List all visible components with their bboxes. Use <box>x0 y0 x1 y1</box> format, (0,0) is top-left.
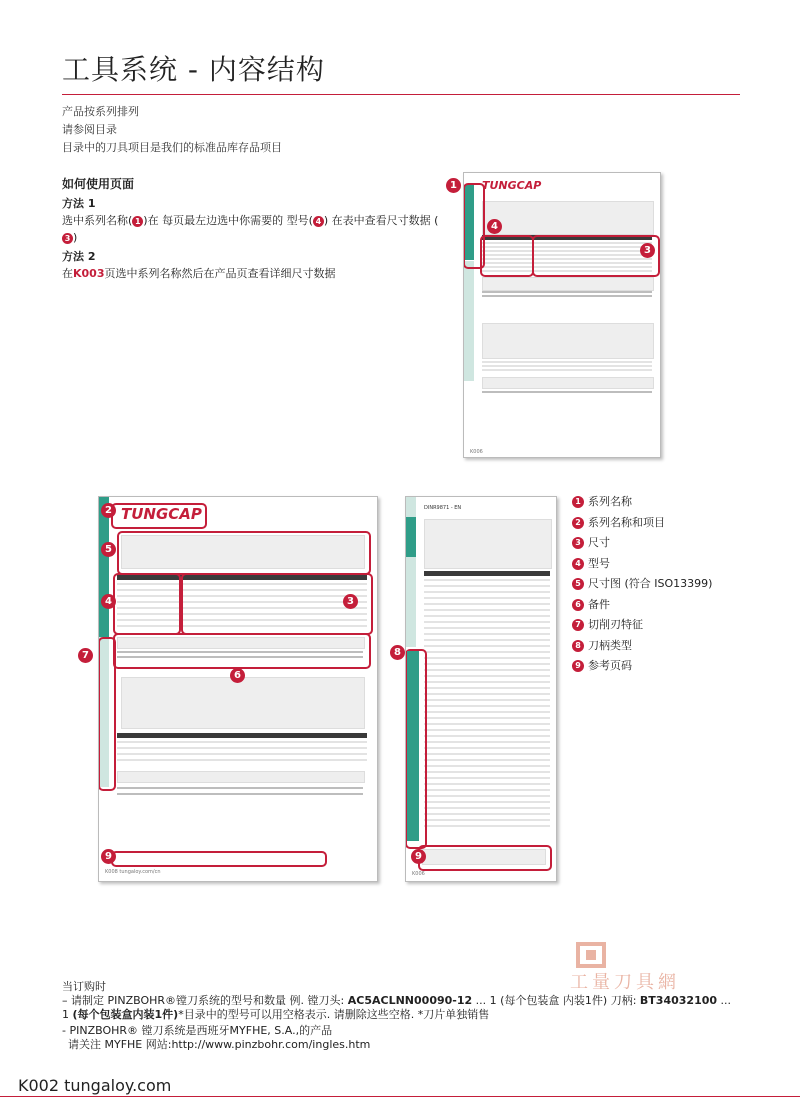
table-row <box>424 687 550 689</box>
intro-text <box>62 103 282 157</box>
table-row <box>424 819 550 821</box>
ordering-line3: - PINZBOHR® 镗刀系统是西班牙MYFHE, S.A.,的产品 <box>62 1024 333 1037</box>
highlight-model <box>480 235 534 277</box>
table-row <box>117 651 363 653</box>
table-row <box>424 615 550 617</box>
table-row <box>424 711 550 713</box>
table-header <box>424 571 550 576</box>
table-row <box>482 291 652 293</box>
page-footer <box>18 1076 171 1095</box>
table-row <box>424 735 550 737</box>
legend-item: 6 备件 <box>572 595 712 616</box>
dimension-drawing <box>424 519 552 569</box>
table-row <box>424 645 550 647</box>
highlight-cutting-edge <box>98 637 116 791</box>
circle-number-3: 3 <box>62 233 73 244</box>
watermark-text: 工量刀具網 <box>570 972 680 993</box>
method1-title: 方法 1 <box>62 197 96 210</box>
dimension-drawing <box>482 201 654 235</box>
spare-parts-icons <box>117 771 365 783</box>
table-row <box>424 603 550 605</box>
page-number: K002 <box>18 1076 60 1095</box>
spare-parts-icons <box>482 377 654 389</box>
series-tab <box>99 497 109 637</box>
highlight-dimensions <box>532 235 660 277</box>
dimension-drawing <box>121 535 365 569</box>
intro-line: 请参阅目录 <box>62 123 117 136</box>
badge-1: 1 <box>446 178 461 193</box>
shank-type-tab <box>407 651 419 841</box>
page-footer: K006 <box>470 449 483 455</box>
legend-item: 8 刀柄类型 <box>572 636 712 657</box>
series-name: DINR9871 - EN <box>424 505 462 511</box>
method2-title: 方法 2 <box>62 250 96 263</box>
legend-item: 1 系列名称 <box>572 492 712 513</box>
table-row <box>424 699 550 701</box>
table-row <box>424 729 550 731</box>
tungcap-logo: TUNGCAP <box>121 505 202 523</box>
table-row <box>117 793 363 795</box>
dimension-drawing <box>121 677 365 729</box>
badge-4: 4 <box>487 219 502 234</box>
circle-number-4: 4 <box>313 216 324 227</box>
table-row <box>424 765 550 767</box>
method2-text-a: 在 <box>62 267 73 280</box>
ordering-heading: 当订购时 <box>62 980 106 993</box>
method1-text-d: ) <box>73 231 78 244</box>
table-row <box>424 783 550 785</box>
table-row <box>424 777 550 779</box>
intro-line: 目录中的刀具项目是我们的标准品库存品项目 <box>62 141 282 154</box>
table-row <box>424 669 550 671</box>
table-row <box>424 633 550 635</box>
table-row <box>482 369 652 371</box>
table-row <box>424 807 550 809</box>
table-row <box>424 651 550 653</box>
table-row <box>424 657 550 659</box>
table-row <box>424 597 550 599</box>
legend-item: 3 尺寸 <box>572 533 712 554</box>
badge-8: 8 <box>390 645 405 660</box>
page-title: 工具系统 - 内容结构 <box>62 53 325 86</box>
dimension-drawing <box>482 323 654 359</box>
table-row <box>424 801 550 803</box>
table-row <box>117 787 363 789</box>
table-row <box>117 753 367 755</box>
table-row <box>424 639 550 641</box>
table-row <box>117 656 363 658</box>
table-row <box>424 795 550 797</box>
reference-page-icons <box>422 849 546 865</box>
table-row <box>424 813 550 815</box>
table-row <box>424 585 550 587</box>
badge-6: 6 <box>230 668 245 683</box>
website-link[interactable]: tungaloy.com <box>64 1076 172 1095</box>
table-row <box>117 759 367 761</box>
page-footer: K006 <box>412 871 425 877</box>
table-row <box>424 609 550 611</box>
table-row <box>424 789 550 791</box>
table-row <box>424 675 550 677</box>
table-row <box>424 753 550 755</box>
table-row <box>424 627 550 629</box>
page-reference-link[interactable]: K003 <box>73 267 105 280</box>
method2-text-b: 页选中系列名称然后在产品页查看详细尺寸数据 <box>104 267 336 280</box>
table-row <box>424 771 550 773</box>
badge-4: 4 <box>101 594 116 609</box>
series-tab <box>406 517 416 557</box>
catalog-page-example-right <box>405 496 557 882</box>
title-rule <box>62 94 740 95</box>
ordering-line4: 请关注 MYFHE 网站:http://www.pinzbohr.com/ingles.htm <box>68 1038 371 1051</box>
intro-line: 产品按系列排列 <box>62 105 139 118</box>
tungcap-logo: TUNGCAP <box>482 179 542 192</box>
legend-item: 5 尺寸图 (符合 ISO13399) <box>572 574 712 595</box>
table-row <box>424 705 550 707</box>
spare-parts-icons <box>482 277 654 291</box>
legend-item: 4 型号 <box>572 554 712 575</box>
ordering-line1: – 请制定 PINZBOHR®镗刀系统的型号和数量 例. 镗刀头: AC5ACLNN00090-12 ... 1 (每个包装盒 内装1件) 刀柄: BT34032100 ... <box>62 994 732 1007</box>
table-row <box>424 759 550 761</box>
table-row <box>424 579 550 581</box>
table-row <box>117 741 367 743</box>
highlight-model <box>113 573 181 635</box>
table-row <box>424 723 550 725</box>
table-row <box>424 693 550 695</box>
table-row <box>424 681 550 683</box>
highlight-reference-page <box>111 851 327 867</box>
circle-number-1: 1 <box>132 216 143 227</box>
table-row <box>117 747 367 749</box>
ordering-line2: 1 (每个包装盒内装1件)*目录中的型号可以用空格表示. 请删除这些空格. *刀片单独销售 <box>62 1008 490 1021</box>
method1-text-b: )在 每页最左边选中你需要的 型号( <box>143 214 313 227</box>
table-row <box>424 717 550 719</box>
table-row <box>424 747 550 749</box>
table-row <box>482 295 652 297</box>
table-row <box>482 361 652 363</box>
table-header <box>117 733 367 738</box>
badge-5: 5 <box>101 542 116 557</box>
legend <box>572 492 712 677</box>
legend-item: 7 切削刃特征 <box>572 615 712 636</box>
catalog-page-thumbnail-top <box>463 172 661 458</box>
catalog-page-example-left <box>98 496 378 882</box>
badge-3: 3 <box>343 594 358 609</box>
method1-text-a: 选中系列名称( <box>62 214 133 227</box>
legend-item: 9 参考页码 <box>572 656 712 677</box>
method1-text-c: ) 在表中查看尺寸数据 ( <box>323 214 439 227</box>
table-row <box>424 663 550 665</box>
method1-text <box>62 212 442 246</box>
table-row <box>482 365 652 367</box>
badge-2: 2 <box>101 503 116 518</box>
badge-3: 3 <box>640 243 655 258</box>
table-row <box>424 591 550 593</box>
spare-parts-icons <box>117 637 365 649</box>
ordering-notes <box>62 980 762 1052</box>
page-footer: K008 tungaloy.com/cn <box>105 869 161 875</box>
table-row <box>424 741 550 743</box>
badge-9: 9 <box>101 849 116 864</box>
badge-7: 7 <box>78 648 93 663</box>
how-to-heading: 如何使用页面 <box>62 177 135 191</box>
table-row <box>482 391 652 393</box>
legend-item: 2 系列名称和项目 <box>572 513 712 534</box>
badge-9: 9 <box>411 849 426 864</box>
footer-rule <box>0 1096 800 1097</box>
table-row <box>424 621 550 623</box>
method2-text <box>62 265 442 282</box>
series-tab-light <box>464 261 474 381</box>
table-row <box>424 825 550 827</box>
how-to-section <box>62 176 442 282</box>
